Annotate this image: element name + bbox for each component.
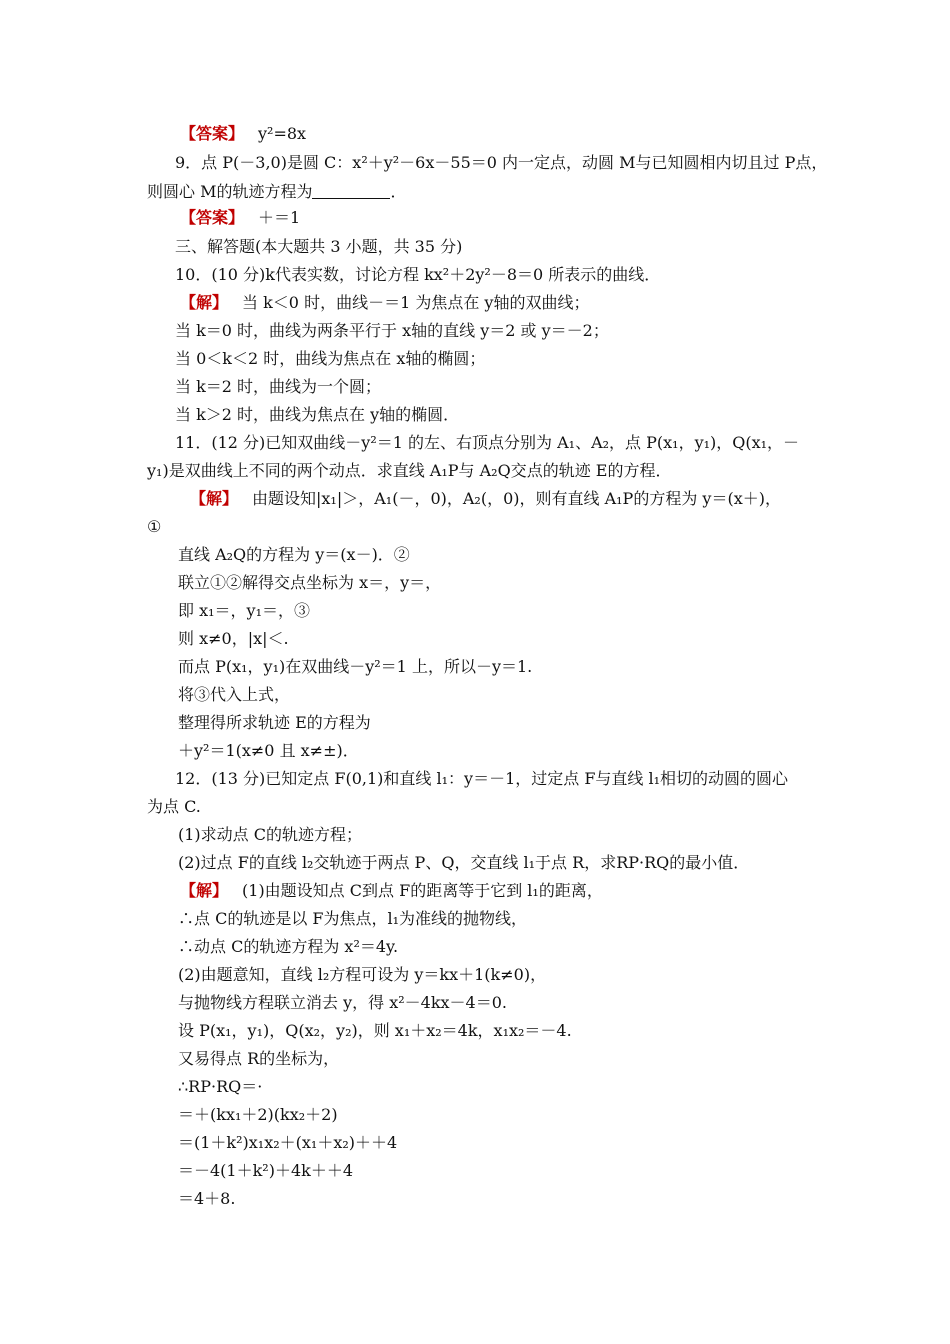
- solution-text: (1)由题设知点 C到点 F的距离等于它到 l₁的距离，: [242, 881, 603, 900]
- question-text: 则圆心 M的轨迹方程为: [147, 182, 313, 201]
- solution-10-line-1: [180, 292, 589, 314]
- answer-tag: 【答案】: [180, 208, 245, 227]
- solution-11-line-1: [190, 488, 781, 510]
- solution-11-line-9: ＋y²＝1(x≠0 且 x≠±)．: [178, 741, 359, 760]
- question-12-part-2: (2)过点 F的直线 l₂交轨迹于两点 P、Q，交直线 l₁于点 R，求RP·RQ的最小值．: [178, 853, 750, 872]
- solve-tag: 【解】: [190, 489, 239, 508]
- answer-text: y²=8x: [258, 124, 307, 143]
- solution-12-line-10: ＝(1＋k²)x₁x₂＋(x₁＋x₂)＋＋4: [178, 1133, 398, 1152]
- solution-12-line-7: 又易得点 R的坐标为，: [178, 1049, 340, 1068]
- solution-12-line-12: ＝4＋8.: [178, 1189, 236, 1208]
- question-12-line-2: 为点 C.: [147, 797, 201, 816]
- solution-12-line-3: ∴动点 C的轨迹方程为 x²＝4y.: [178, 937, 399, 956]
- question-9-line-1: 9．点 P(－3,0)是圆 C：x²＋y²－6x－55＝0 内一定点，动圆 M与已知圆相内切且过 P点，: [175, 153, 828, 172]
- question-text-end: ．: [390, 182, 407, 201]
- solution-10-line-4: 当 k＝2 时，曲线为一个圆；: [175, 377, 382, 396]
- question-11-line-2: y₁)是双曲线上不同的两个动点．求直线 A₁P与 A₂Q交点的轨迹 E的方程．: [147, 461, 672, 480]
- solution-11-line-7: 将③代入上式，: [178, 685, 291, 704]
- solution-12-line-11: ＝－4(1＋k²)＋4k＋＋4: [178, 1161, 354, 1180]
- solution-12-line-2: ∴点 C的轨迹是以 F为焦点，l₁为准线的抛物线，: [178, 909, 528, 928]
- solution-text: 当 k＜0 时，曲线－＝1 为焦点在 y轴的双曲线；: [242, 293, 590, 312]
- solution-12-line-8: ∴RP·RQ＝·: [178, 1077, 263, 1096]
- solution-11-line-4: 即 x₁＝，y₁＝，③: [178, 601, 310, 620]
- question-12-part-1: (1)求动点 C的轨迹方程；: [178, 825, 362, 844]
- solve-tag: 【解】: [180, 881, 229, 900]
- question-9-line-2: [147, 181, 407, 203]
- solution-11-marker: ①: [147, 517, 162, 536]
- section-heading: 三、解答题(本大题共 3 小题，共 35 分): [175, 237, 463, 256]
- answer-8: [180, 123, 306, 145]
- fill-blank: [312, 184, 390, 199]
- solution-11-line-3: 联立①②解得交点坐标为 x＝，y＝，: [178, 573, 442, 592]
- solution-11-line-2: 直线 A₂Q的方程为 y＝(x－)．②: [178, 545, 410, 564]
- solution-11-line-5: 则 x≠0，|x|＜.: [178, 629, 289, 648]
- solution-10-line-2: 当 k＝0 时，曲线为两条平行于 x轴的直线 y＝2 或 y＝－2；: [175, 321, 609, 340]
- solution-text: 由题设知|x₁|＞，A₁(－，0)，A₂(，0)，则有直线 A₁P的方程为 y＝(x＋)，: [252, 489, 781, 508]
- question-11-line-1: 11．(12 分)已知双曲线－y²＝1 的左、右顶点分别为 A₁、A₂，点 P(x₁，y₁)，Q(x₁，－: [175, 433, 800, 452]
- question-10: 10．(10 分)k代表实数，讨论方程 kx²＋2y²－8＝0 所表示的曲线．: [175, 265, 661, 284]
- solution-12-line-1: [180, 880, 603, 902]
- answer-tag: 【答案】: [180, 124, 245, 143]
- solution-10-line-5: 当 k＞2 时，曲线为焦点在 y轴的椭圆．: [175, 405, 460, 424]
- solve-tag: 【解】: [180, 293, 229, 312]
- solution-11-line-8: 整理得所求轨迹 E的方程为: [178, 713, 371, 732]
- answer-9: [180, 207, 300, 229]
- solution-12-line-5: 与抛物线方程联立消去 y，得 x²－4kx－4＝0.: [178, 993, 507, 1012]
- solution-11-line-6: 而点 P(x₁，y₁)在双曲线－y²＝1 上，所以－y＝1.: [178, 657, 533, 676]
- solution-12-line-6: 设 P(x₁，y₁)，Q(x₂，y₂)，则 x₁＋x₂＝4k，x₁x₂＝－4.: [178, 1021, 572, 1040]
- solution-10-line-3: 当 0＜k＜2 时，曲线为焦点在 x轴的椭圆；: [175, 349, 486, 368]
- solution-12-line-9: ＝＋(kx₁＋2)(kx₂＋2): [178, 1105, 338, 1124]
- answer-text: ＋＝1: [258, 208, 301, 227]
- solution-12-line-4: (2)由题意知，直线 l₂方程可设为 y＝kx＋1(k≠0)，: [178, 965, 547, 984]
- question-12-line-1: 12．(13 分)已知定点 F(0,1)和直线 l₁：y＝－1，过定点 F与直线 l₁相切的动圆的圆心: [175, 769, 789, 788]
